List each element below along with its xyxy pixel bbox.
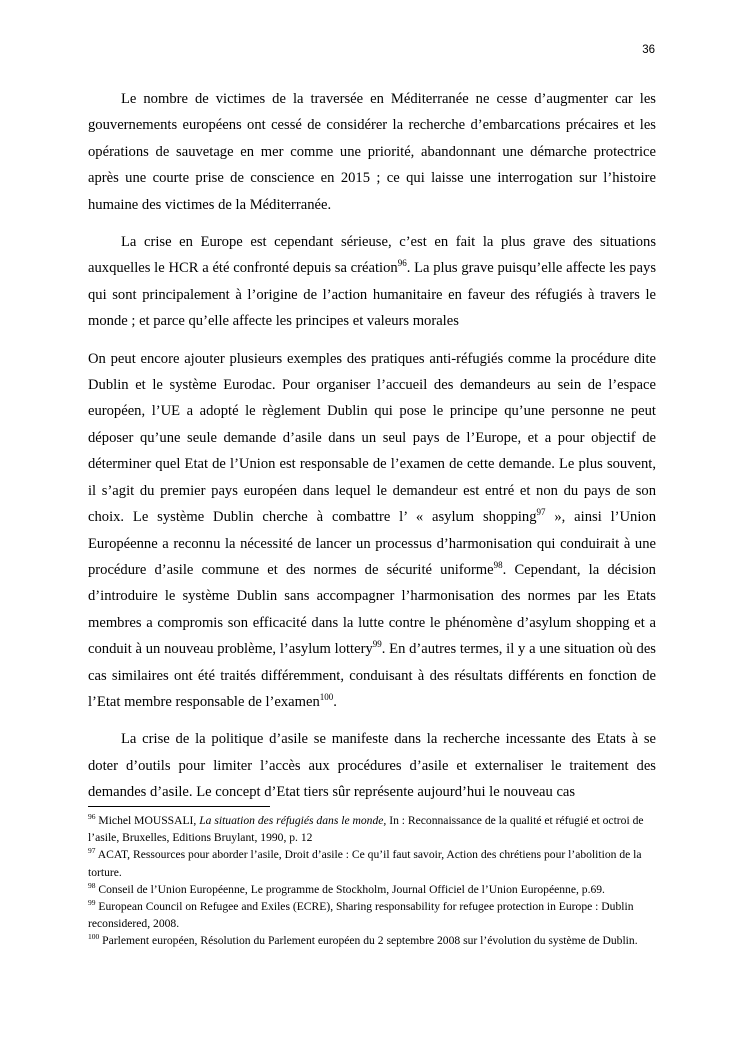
text-run: . Cependant, la décision d’introduire le système Dublin sans accompagner l’harmonisation des normes par les Etats membres a compromis son efficacité dans la lutte contre le phénomène d’asylum shopping et a conduit à un nouveau problème, l’asylum lottery bbox=[88, 561, 656, 658]
footnote bbox=[88, 932, 656, 949]
text-run: ACAT, Ressources pour aborder l’asile, Droit d’asile : Ce qu’il faut savoir, Action des chrétiens pour l’abolition de la torture. bbox=[88, 848, 642, 879]
text-run: . La plus grave puisqu’elle affecte les pays qui sont principalement à l’origine de l’action humanitaire en faveur des réfugiés à travers le monde ; et parce qu’elle affecte les principes et valeurs morales bbox=[88, 260, 657, 330]
text-run: Conseil de l’Union Européenne, Le programme de Stockholm, Journal Officiel de l’Union Européenne, p.69. bbox=[95, 882, 605, 896]
footnote-number: 96 bbox=[88, 812, 96, 822]
footnote bbox=[88, 846, 656, 880]
text-run: In : Reconnaissance de la qualité et réfugié et octroi de l’asile, Bruxelles, Editions Bruylant, 1990, p. 12 bbox=[88, 814, 644, 845]
body-text bbox=[88, 86, 656, 817]
footnote-ref[interactable]: 99 bbox=[372, 639, 382, 650]
text-run: La crise en Europe est cependant sérieuse, c’est en fait la plus grave des situations auxquelles le HCR a été confronté depuis sa création bbox=[88, 234, 656, 277]
footnote-ref[interactable]: 100 bbox=[319, 692, 334, 703]
italic-title: La situation des réfugiés dans le monde, bbox=[199, 814, 387, 827]
text-run: Le nombre de victimes de la traversée en Méditerranée ne cesse d’augmenter car les gouvernements européens ont cessé de considérer la recherche d’embarcations précaires et les opérations de sauvetage en mer comme une priorité, abandonnant une démarche protectrice après une courte prise de conscience en 2015 ; ce qui laisse une interrogation sur l’histoire humaine des victimes de la Méditerranée. bbox=[88, 91, 656, 213]
footnote-ref[interactable]: 97 bbox=[536, 507, 546, 518]
text-run: European Council on Refugee and Exiles (ECRE), Sharing responsability for refugee protection in Europe : Dublin reconsidered, 2008. bbox=[88, 900, 634, 931]
footnote-ref[interactable]: 98 bbox=[493, 560, 503, 571]
footnote-number: 100 bbox=[88, 932, 100, 942]
paragraph bbox=[88, 726, 656, 805]
paragraph bbox=[88, 346, 656, 716]
paragraph bbox=[88, 229, 656, 335]
text-run: . bbox=[333, 693, 337, 710]
text-run: Michel MOUSSALI, bbox=[95, 814, 200, 827]
text-run: . En d’autres termes, il y a une situation où des cas similaires ont été traités différemment, conduisant à des résultats différents en fonction de l’Etat membre responsable de l’examen bbox=[88, 641, 656, 710]
page-number: 36 bbox=[642, 44, 655, 56]
text-run: », ainsi l’Union Européenne a reconnu la nécessité de lancer un processus d’harmonisation qui conduirait à une procédure d’asile commune et des normes de sécurité uniforme bbox=[88, 509, 656, 578]
footnote-ref[interactable]: 96 bbox=[397, 258, 407, 269]
footnote-separator bbox=[88, 806, 270, 807]
footnote-number: 98 bbox=[88, 880, 96, 890]
text-run: Parlement européen, Résolution du Parlement européen du 2 septembre 2008 sur l’évolution du système de Dublin. bbox=[99, 934, 638, 948]
footnote bbox=[88, 812, 656, 846]
footnote-number: 97 bbox=[88, 846, 96, 856]
footnotes bbox=[88, 812, 656, 950]
paragraph bbox=[88, 86, 656, 218]
text-run: On peut encore ajouter plusieurs exemples des pratiques anti-réfugiés comme la procédure dite Dublin et le système Eurodac. Pour organiser l’accueil des demandeurs au sein de l’espace européen, l’UE a adopté le règlement Dublin qui pose le principe qu’une personne ne peut déposer qu’une seule demande d’asile dans un seul pays de l’Europe, et a pour objectif de déterminer quel Etat de l’Union est responsable de l’examen de cette demande. Le plus souvent, il s’agit du premier pays européen dans lequel le demandeur est entré et non du pays de son choix. Le système Dublin cherche à combattre l’ « asylum shopping bbox=[88, 350, 656, 526]
footnote bbox=[88, 881, 656, 898]
text-run: La crise de la politique d’asile se manifeste dans la recherche incessante des Etats à se doter d’outils pour limiter l’accès aux procédures d’asile et externaliser le traitement des demandes d’asile. Le concept d’Etat tiers sûr représente aujourd’hui le nouveau cas bbox=[88, 731, 656, 801]
footnote-number: 99 bbox=[88, 898, 96, 908]
footnote bbox=[88, 898, 656, 932]
